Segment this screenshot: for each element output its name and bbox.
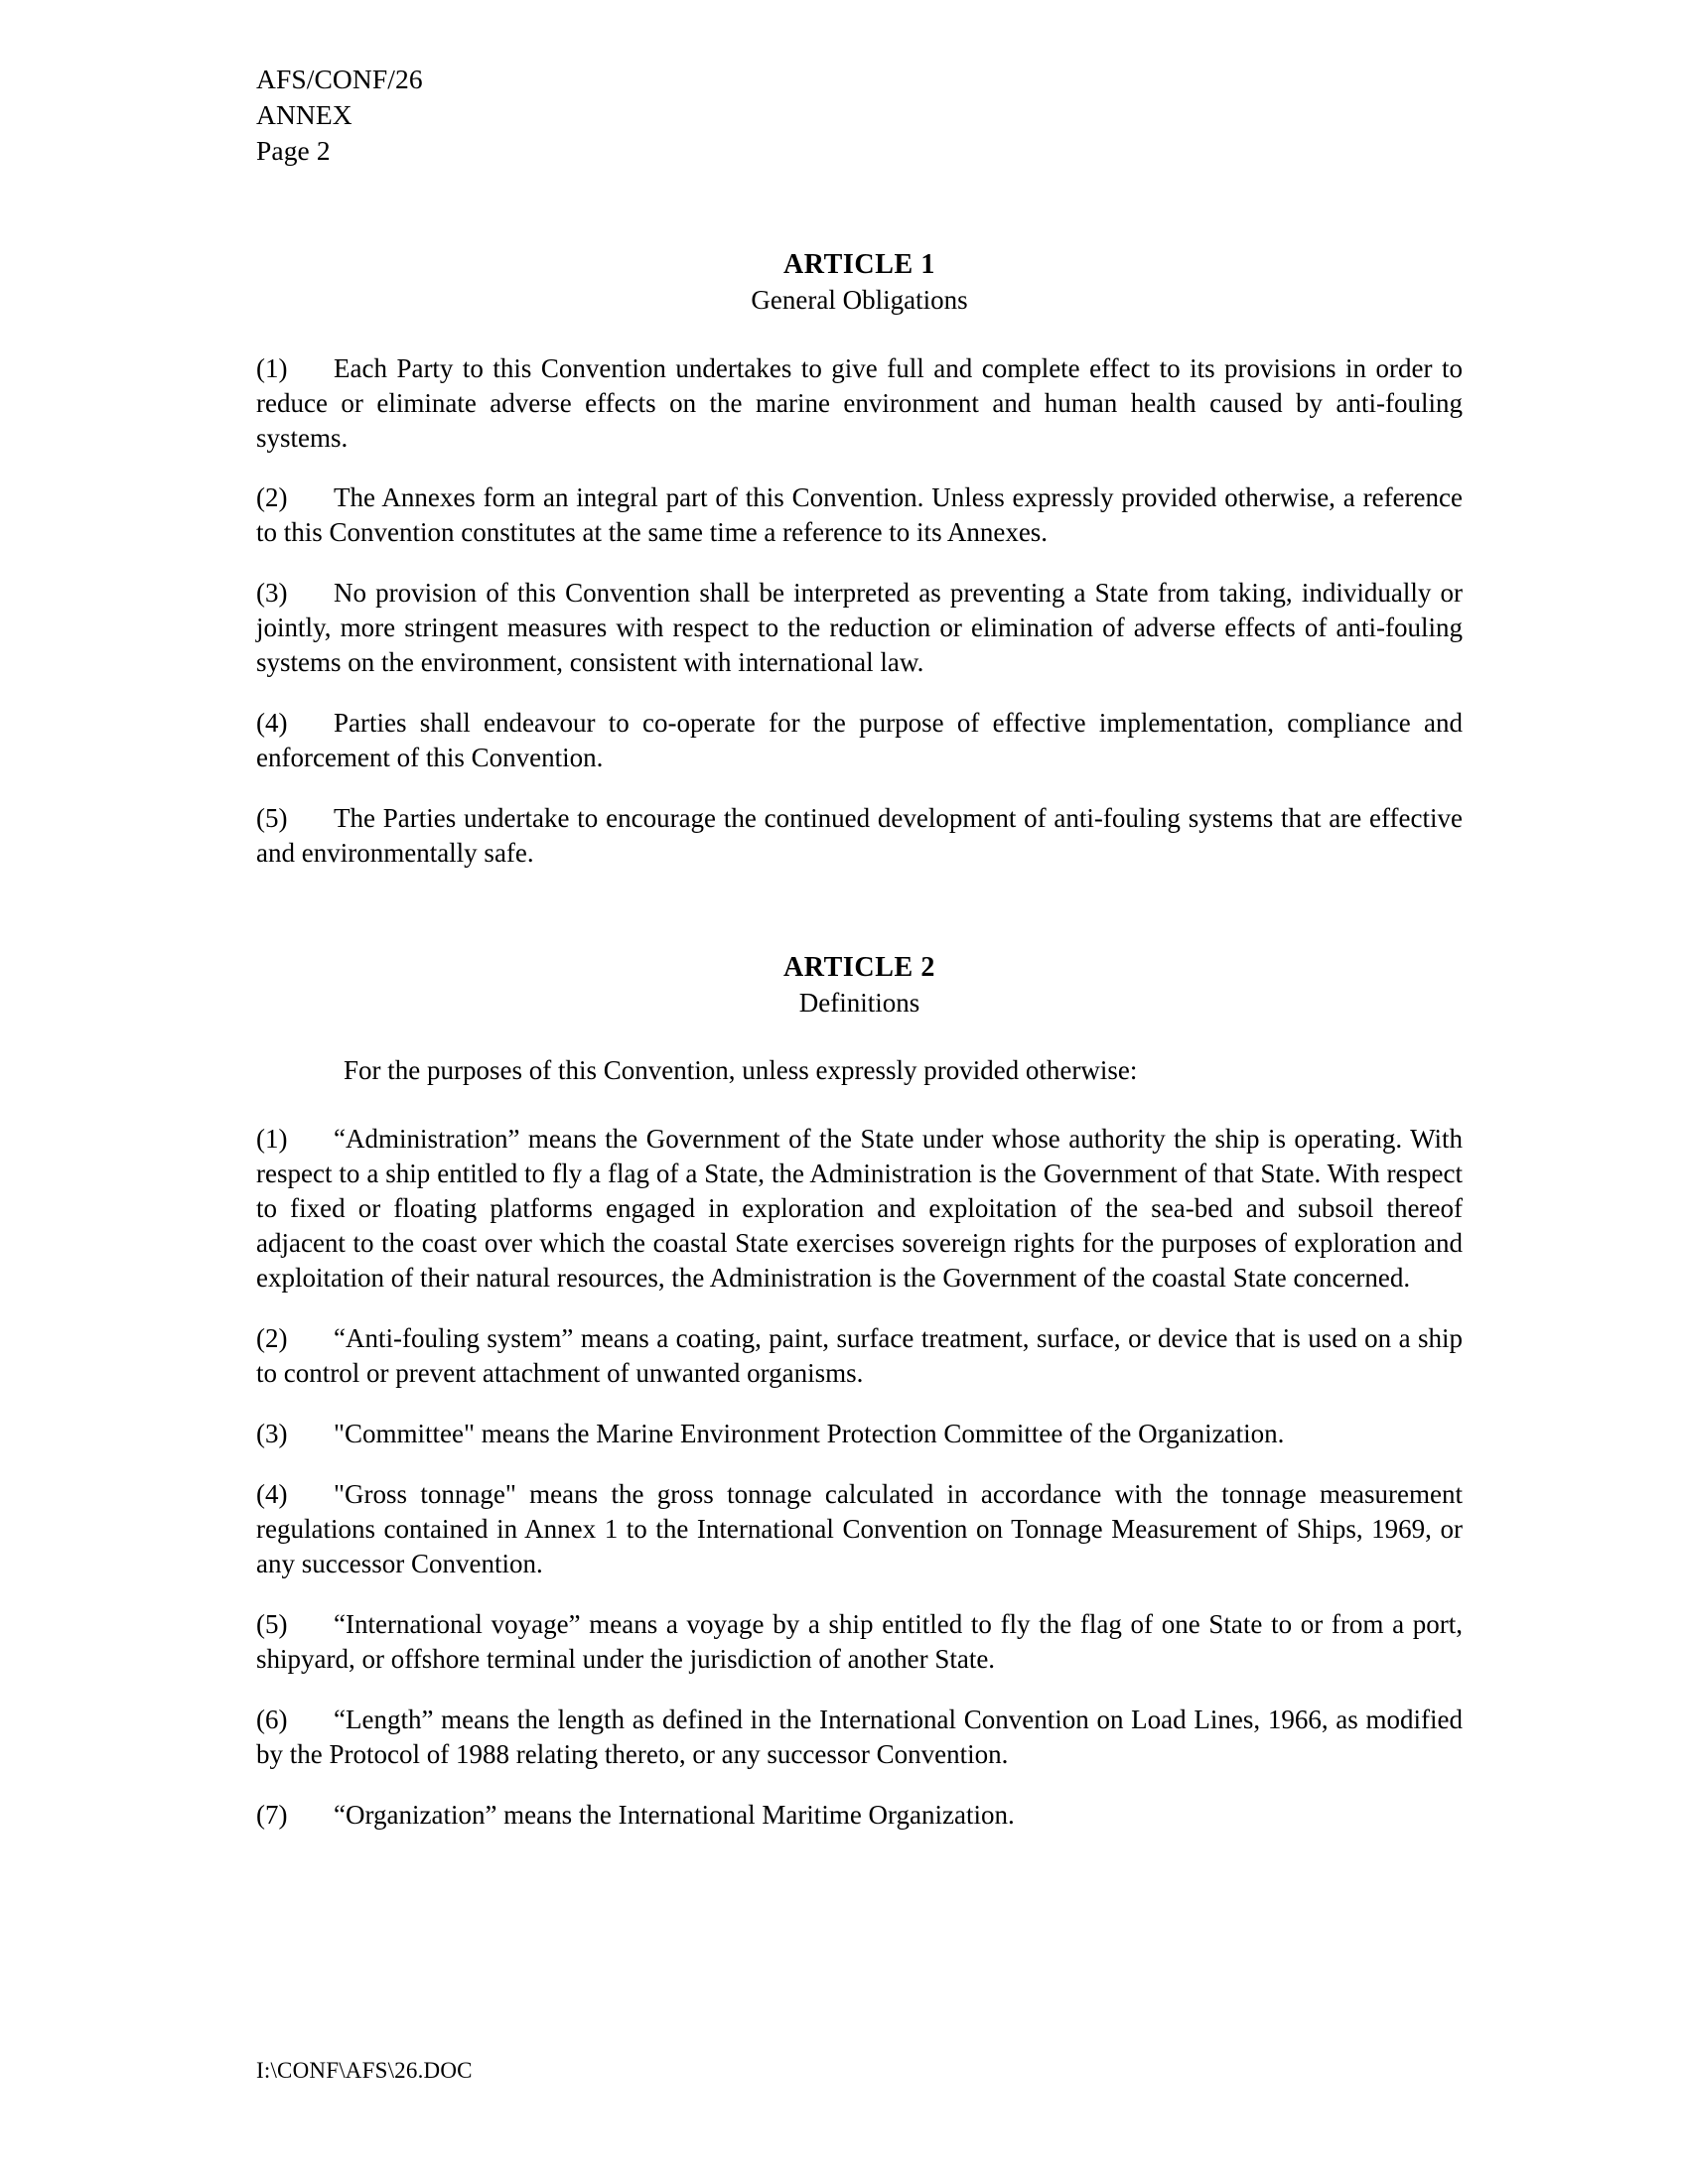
definition-item bbox=[256, 1798, 1463, 1833]
spacer bbox=[256, 775, 1463, 801]
spacer bbox=[256, 1391, 1463, 1417]
definition-item bbox=[256, 1477, 1463, 1581]
spacer bbox=[256, 1020, 1463, 1053]
definition-item bbox=[256, 1417, 1463, 1451]
spacer bbox=[256, 1772, 1463, 1798]
paragraph-number: (5) bbox=[256, 803, 288, 834]
definition-item bbox=[256, 1607, 1463, 1677]
article-2-title: ARTICLE 2 bbox=[782, 952, 935, 984]
definition-number: (5) bbox=[256, 1608, 288, 1639]
article-1-paragraph bbox=[256, 801, 1463, 871]
definition-number: (6) bbox=[256, 1704, 288, 1734]
paragraph-number: (2) bbox=[256, 482, 288, 513]
paragraph-number: (3) bbox=[256, 578, 288, 609]
definition-text: "Committee" means the Marine Environment Protection Committee of the Organization. bbox=[334, 1419, 1285, 1449]
definition-text: “Anti-fouling system” means a coating, paint, surface treatment, surface, or device that is used on a ship to control or prevent attachment of unwanted organisms. bbox=[256, 1323, 1463, 1389]
spacer bbox=[256, 455, 1463, 480]
definition-text: “Administration” means the Government of the State under whose authority the ship is operating. With respect to a ship entitled to fly a flag of a State, the Administration is the Government of that State. With respect to fixed or floating platforms engaged in exploration and exploitation of the sea-bed and subsoil thereof adjacent to the coast over which the coastal State exercises sovereign rights for the purposes of exploration and exploitation of their natural resources, the Administration is the Government of the coastal State concerned. bbox=[256, 1124, 1463, 1294]
paragraph-text: The Annexes form an integral part of this Convention. Unless expressly provided otherwise, a reference to this Convention constitutes at the same time a reference to its Annexes. bbox=[256, 482, 1463, 548]
article-2-lead-paragraph: For the purposes of this Convention, unless expressly provided otherwise: bbox=[344, 1055, 1138, 1086]
header-page-number: Page 2 bbox=[256, 134, 331, 166]
spacer bbox=[256, 1677, 1463, 1703]
definition-text: “International voyage” means a voyage by a ship entitled to fly the flag of one State to or from a port, shipyard, or offshore terminal under the jurisdiction of another State. bbox=[256, 1608, 1463, 1674]
paragraph-number: (1) bbox=[256, 352, 288, 383]
document-header bbox=[256, 62, 1463, 168]
spacer bbox=[256, 1296, 1463, 1321]
spacer bbox=[256, 1088, 1463, 1122]
footer-file-path: I:\CONF\AFS\26.DOC bbox=[256, 2058, 473, 2083]
spacer bbox=[256, 550, 1463, 576]
spacer bbox=[256, 871, 1463, 950]
definition-text: "Gross tonnage" means the gross tonnage calculated in accordance with the tonnage measurement regulations contained in Annex 1 to the International Convention on Tonnage Measurement of Ships, 1969, or any successor Convention. bbox=[256, 1479, 1463, 1578]
definition-item bbox=[256, 1703, 1463, 1772]
paragraph-text: Each Party to this Convention undertakes to give full and complete effect to its provisions in order to reduce or eliminate adverse effects on the marine environment and human health caused by anti-fouling systems. bbox=[256, 352, 1463, 453]
paragraph-text: Parties shall endeavour to co-operate for the purpose of effective implementation, compliance and enforcement of this Convention. bbox=[256, 708, 1463, 773]
spacer bbox=[256, 168, 1463, 247]
definition-number: (4) bbox=[256, 1479, 288, 1510]
definition-item bbox=[256, 1122, 1463, 1296]
definition-number: (7) bbox=[256, 1799, 288, 1830]
article-1-paragraph bbox=[256, 706, 1463, 775]
header-document-symbol: AFS/CONF/26 bbox=[256, 64, 423, 94]
article-1-paragraph bbox=[256, 576, 1463, 680]
article-1-subtitle: General Obligations bbox=[751, 285, 968, 316]
definition-text: “Organization” means the International Maritime Organization. bbox=[334, 1799, 1015, 1830]
spacer bbox=[256, 318, 1463, 351]
definition-number: (1) bbox=[256, 1124, 288, 1155]
definition-item bbox=[256, 1321, 1463, 1391]
page-content bbox=[256, 62, 1463, 1833]
article-1-paragraph bbox=[256, 351, 1463, 456]
article-1-paragraph bbox=[256, 480, 1463, 550]
article-2-heading bbox=[256, 950, 1463, 1020]
paragraph-text: No provision of this Convention shall be interpreted as preventing a State from taking, individually or jointly, more stringent measures with respect to the reduction or elimination of adverse effects of anti-fouling systems on the environment, consistent with international law. bbox=[256, 578, 1463, 678]
definition-number: (3) bbox=[256, 1419, 288, 1449]
paragraph-number: (4) bbox=[256, 708, 288, 739]
spacer bbox=[256, 680, 1463, 706]
definition-number: (2) bbox=[256, 1323, 288, 1354]
spacer bbox=[256, 1581, 1463, 1607]
article-1-heading bbox=[256, 247, 1463, 317]
spacer bbox=[256, 1451, 1463, 1477]
article-2-subtitle: Definitions bbox=[798, 987, 920, 1018]
definition-text: “Length” means the length as defined in the International Convention on Load Lines, 1966, as modified by the Protocol of 1988 relating thereto, or any successor Convention. bbox=[256, 1704, 1463, 1769]
article-1-title: ARTICLE 1 bbox=[782, 249, 935, 281]
paragraph-text: The Parties undertake to encourage the continued development of anti-fouling systems that are effective and environmentally safe. bbox=[256, 803, 1463, 869]
header-annex-label: ANNEX bbox=[256, 98, 352, 130]
document-footer bbox=[256, 2057, 473, 2085]
